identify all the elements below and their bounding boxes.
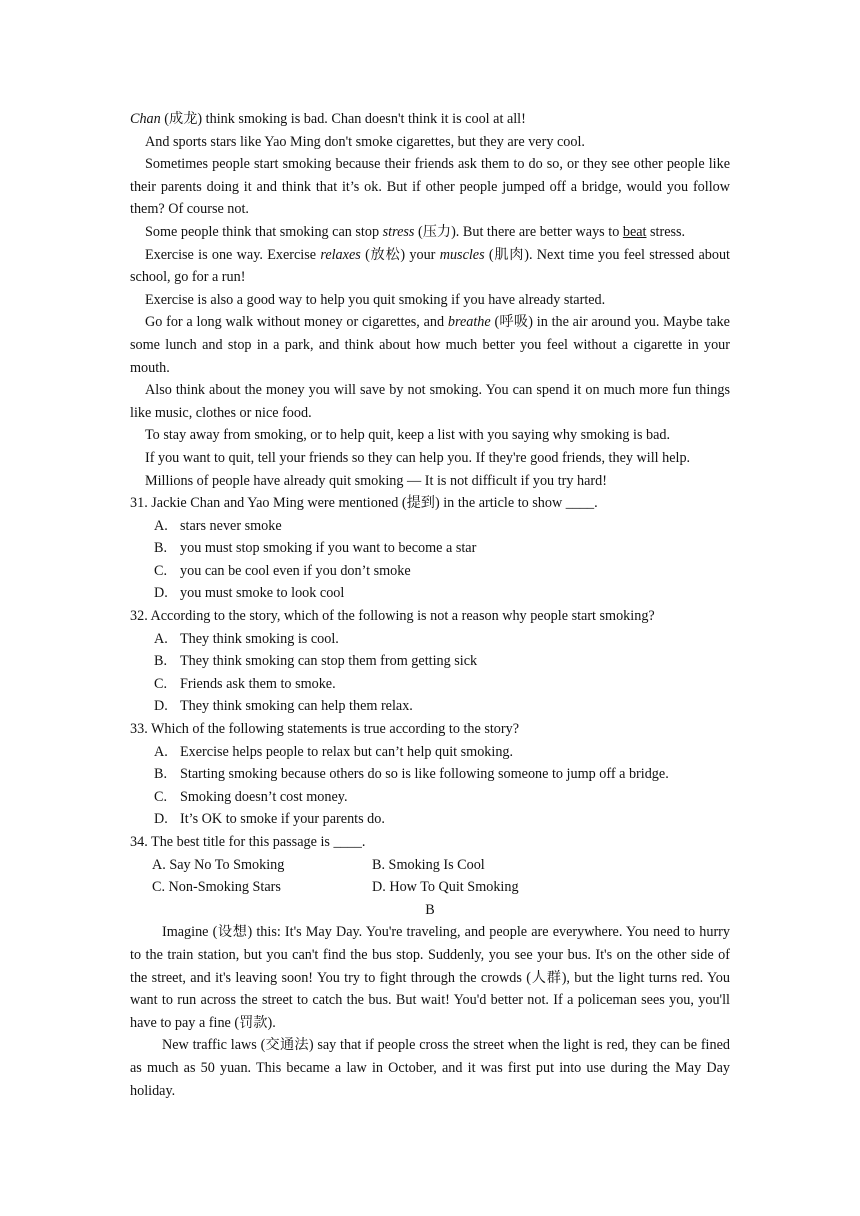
passage-a-paragraph-8: Also think about the money you will save by not smoking. You can spend it on much more fun things like music, clothes or nice food.: [130, 382, 730, 421]
option-letter: B.: [154, 653, 168, 670]
question-34-option-c[interactable]: C. Non-Smoking Stars: [152, 879, 281, 896]
question-33-option-b[interactable]: [130, 763, 730, 786]
paragraph-text: (肌肉). Next time you feel stressed about school, go for a run!: [130, 246, 730, 286]
question-32-stem: 32. According to the story, which of the following is not a reason why people start smoking?: [130, 608, 655, 625]
question-33-option-d[interactable]: [130, 808, 730, 831]
paragraph-text: (成龙) think smoking is bad. Chan doesn't think it is cool at all!: [160, 111, 526, 127]
option-letter: C.: [154, 675, 168, 692]
option-text: Starting smoking because others do so is like following someone to jump off a bridge.: [180, 766, 669, 783]
option-letter: A.: [154, 517, 168, 534]
option-text: They think smoking is cool.: [180, 630, 339, 647]
italic-word: muscles: [439, 246, 485, 263]
italic-word: relaxes: [320, 246, 361, 263]
passage-b-heading: B: [425, 901, 435, 918]
paragraph-text: (压力). But there are better ways to: [414, 223, 623, 240]
question-32-option-d[interactable]: [130, 695, 730, 718]
passage-a-paragraph-3: Sometimes people start smoking because their friends ask them to do so, or they see other people like their parents doing it and think that it’s ok. But if other people jumped off a bridge, would you follow them? Of course not.: [130, 156, 730, 218]
passage-a-paragraph-10: If you want to quit, tell your friends so they can help you. If they're good friends, they will help.: [145, 449, 691, 466]
passage-a-paragraph-1: [130, 108, 730, 131]
option-text: you must smoke to look cool: [180, 585, 345, 602]
option-letter: D.: [154, 698, 168, 715]
document-page: [130, 108, 730, 1102]
paragraph-text: Some people think that smoking can stop: [145, 223, 383, 240]
option-letter: A.: [154, 743, 168, 760]
paragraph-text: stress.: [646, 223, 686, 240]
question-34-option-a[interactable]: A. Say No To Smoking: [152, 856, 285, 873]
option-letter: C.: [154, 562, 168, 579]
question-31-option-a[interactable]: [130, 515, 730, 538]
option-text: Friends ask them to smoke.: [180, 675, 336, 692]
question-34-option-b[interactable]: B. Smoking Is Cool: [372, 856, 485, 873]
question-34-option-d[interactable]: D. How To Quit Smoking: [372, 879, 519, 896]
passage-a-paragraph-5: [130, 244, 730, 289]
option-letter: A.: [154, 630, 168, 647]
option-text: you can be cool even if you don’t smoke: [180, 562, 411, 579]
option-text: Smoking doesn’t cost money.: [180, 788, 348, 805]
passage-a-paragraph-2: And sports stars like Yao Ming don't smoke cigarettes, but they are very cool.: [145, 133, 585, 150]
option-letter: D.: [154, 585, 168, 602]
question-31-option-c[interactable]: [130, 560, 730, 583]
paragraph-text: (放松) your: [360, 246, 440, 263]
question-33-option-c[interactable]: [130, 786, 730, 809]
paragraph-text: Exercise is one way. Exercise: [145, 246, 321, 263]
question-32-option-c[interactable]: [130, 673, 730, 696]
option-letter: B.: [154, 766, 168, 783]
question-33-stem: 33. Which of the following statements is true according to the story?: [130, 721, 520, 738]
option-text: you must stop smoking if you want to become a star: [180, 540, 477, 557]
passage-b-paragraph-2: New traffic laws (交通法) say that if people cross the street when the light is red, they can be fined as much as 50 yuan. This became a law in October, and it was first put into use during the May Day holiday.: [130, 1037, 730, 1099]
question-31-option-b[interactable]: [130, 537, 730, 560]
passage-b-paragraph-1: Imagine (设想) this: It's May Day. You're traveling, and people are everywhere. You need to hurry to the train station, but you can't find the bus stop. Suddenly, you see your bus. It's on the other side of the street, and it's leaving soon! You try to fight through the crowds (人群), but the light turns red. You want to run across the street to catch the bus. But wait! You'd better not. If a policeman sees you, you'll have to pay a fine (罚款).: [130, 924, 730, 1031]
option-letter: C.: [154, 788, 168, 805]
option-text: They think smoking can stop them from getting sick: [180, 653, 478, 670]
option-text: stars never smoke: [180, 517, 282, 534]
option-text: They think smoking can help them relax.: [180, 698, 413, 715]
question-34-stem: 34. The best title for this passage is ____.: [130, 834, 366, 850]
option-letter: B.: [154, 540, 168, 557]
passage-a-paragraph-7: [130, 311, 730, 379]
option-text: It’s OK to smoke if your parents do.: [180, 811, 385, 828]
passage-a-paragraph-4: [130, 221, 730, 244]
question-31-stem: 31. Jackie Chan and Yao Ming were mentioned (提到) in the article to show ____.: [130, 495, 598, 512]
paragraph-text: (呼吸) in the air around you. Maybe take some lunch and stop in a park, and think about how much better you feel without a cigarette in your mouth.: [130, 314, 730, 376]
italic-name: Chan: [130, 111, 161, 127]
underlined-word: beat: [622, 223, 647, 240]
paragraph-text: Go for a long walk without money or cigarettes, and: [145, 314, 448, 331]
italic-word: stress: [382, 223, 415, 240]
question-32-option-a[interactable]: [130, 628, 730, 651]
question-34-options-row-2: [130, 876, 730, 899]
question-33-option-a[interactable]: [130, 741, 730, 764]
passage-a-paragraph-9: To stay away from smoking, or to help quit, keep a list with you saying why smoking is bad.: [145, 427, 671, 444]
question-34-options-row-1: [130, 854, 730, 877]
italic-word: breathe: [447, 314, 491, 331]
option-text: Exercise helps people to relax but can’t help quit smoking.: [180, 743, 514, 760]
question-32-option-b[interactable]: [130, 650, 730, 673]
option-letter: D.: [154, 811, 168, 828]
passage-a-paragraph-6: Exercise is also a good way to help you quit smoking if you have already started.: [145, 291, 606, 308]
passage-a-paragraph-11: Millions of people have already quit smoking — It is not difficult if you try hard!: [145, 472, 607, 489]
question-31-option-d[interactable]: [130, 582, 730, 605]
